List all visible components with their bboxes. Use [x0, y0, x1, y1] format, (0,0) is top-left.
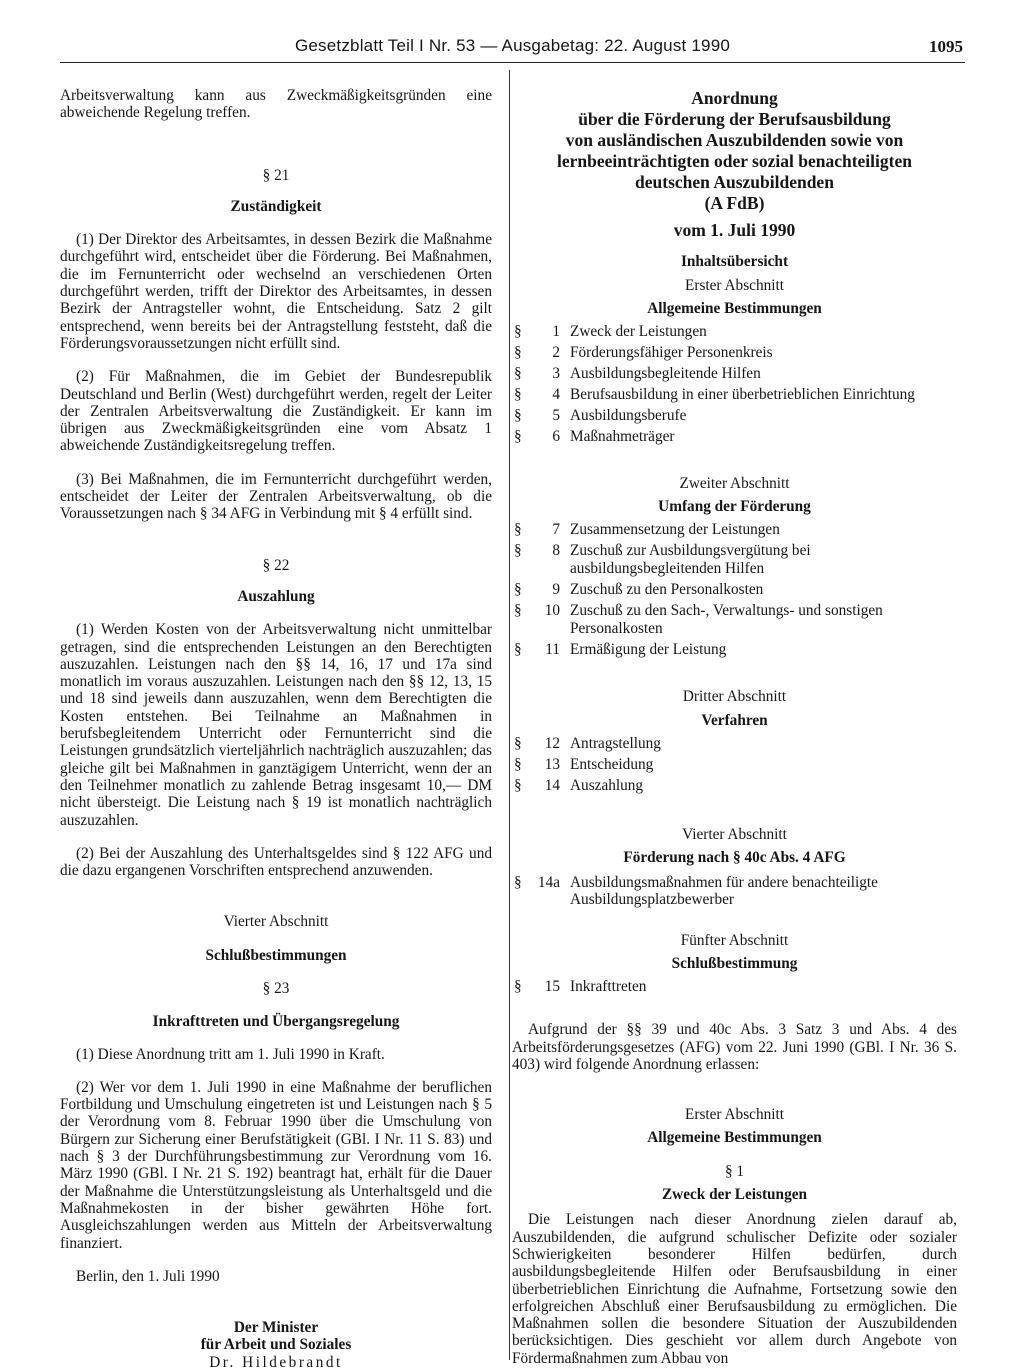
toc-part-4-label: Vierter Abschnitt: [682, 826, 787, 844]
part-4-label: Vierter Abschnitt: [223, 913, 329, 931]
section-21-paragraph-2: (2) Für Maßnahmen, die im Gebiet der Bundesrepublik Deutschland und Berlin (West) durchgeführt werden, regelt der Leiter der Zentralen Arbeitsverwaltung die Zuständigkeit. Er kann im übrigen aus Zweckmäßigkeitsgründen eine vom Absatz 1 abweichende Zuständigkeitsregelung treffen.: [60, 368, 492, 455]
toc-item: § 9 Zuschuß zu den Personalkosten: [514, 581, 764, 599]
toc-item: § 4 Berufsausbildung in einer überbetrieblichen Einrichtung: [514, 385, 915, 403]
decree-title-line-5: deutschen Auszubildenden: [635, 172, 834, 192]
toc-item: § 12 Antragstellung: [514, 735, 661, 753]
page-header: [60, 32, 965, 63]
toc-item: § 2 Förderungsfähiger Personenkreis: [514, 343, 773, 361]
toc-title: Inhaltsübersicht: [680, 253, 789, 270]
toc-item: § 3 Ausbildungsbegleitende Hilfen: [514, 364, 761, 382]
column-divider: [509, 70, 510, 1360]
decree-heading: [512, 88, 957, 241]
toc-part-2-label: Zweiter Abschnitt: [679, 474, 790, 492]
decree-title-line-2: über die Förderung der Berufsausbildung: [578, 109, 891, 129]
part-1-title: Allgemeine Bestimmungen: [647, 1129, 822, 1147]
section-23-paragraph-1: (1) Diese Anordnung tritt am 1. Juli 1990 in Kraft.: [76, 1045, 385, 1063]
right-column: [512, 76, 957, 1367]
decree-title-line-1: Anordnung: [691, 88, 778, 108]
section-22-number: § 22: [262, 556, 290, 574]
toc-part-4-list: [512, 872, 957, 911]
part-1-label: Erster Abschnitt: [685, 1106, 784, 1124]
header-title: Gesetzblatt Teil I Nr. 53 — Ausgabetag: 22. August 1990: [294, 36, 731, 55]
toc-part-5-list: [512, 976, 957, 997]
section-21-title: Zuständigkeit: [230, 197, 322, 215]
toc-item: § 5 Ausbildungsberufe: [514, 406, 687, 424]
section-21-number: § 21: [262, 166, 290, 184]
preamble: Aufgrund der §§ 39 und 40c Abs. 3 Satz 3 und Abs. 4 des Arbeitsförderungsgesetzes (AFG) vom 22. Juni 1990 (GBl. I Nr. 36 S. 403) wird folgende Anordnung erlassen:: [512, 1021, 957, 1073]
toc-item: § 10 Zuschuß zu den Sach-, Verwaltungs- und sonstigen Personalkosten: [514, 602, 883, 637]
section-1-title: Zweck der Leistungen: [661, 1186, 808, 1204]
decree-date: vom 1. Juli 1990: [673, 220, 796, 240]
toc-item: § 14 Auszahlung: [514, 777, 644, 795]
toc-item: § 15 Inkrafttreten: [514, 978, 647, 996]
toc-part-1-title: Allgemeine Bestimmungen: [647, 299, 822, 317]
toc-part-2-title: Umfang der Förderung: [658, 498, 811, 516]
section-21-paragraph-3: (3) Bei Maßnahmen, die im Fernunterricht durchgeführt werden, entscheidet der Leiter der Zentralen Arbeitsverwaltung, ob die Voraussetzungen nach § 34 AFG in Verbindung mit § 4 erfüllt sind.: [60, 470, 492, 523]
part-4-title: Schlußbestimmungen: [205, 946, 347, 964]
toc-item: § 1 Zweck der Leistungen: [514, 322, 707, 340]
page-number: 1095: [929, 37, 963, 56]
toc-item: § 11 Ermäßigung der Leistung: [514, 641, 727, 659]
section-23-number: § 23: [262, 979, 290, 997]
toc-item: § 13 Entscheidung: [514, 756, 654, 774]
toc-item: § 14a Ausbildungsmaßnahmen für andere benachteiligte Ausbildungsplatzbewerber: [514, 873, 878, 909]
toc-part-4-title: Förderung nach § 40c Abs. 4 AFG: [623, 849, 846, 867]
toc-part-5-label: Fünfter Abschnitt: [680, 931, 789, 949]
toc-part-5-title: Schlußbestimmung: [671, 954, 798, 972]
section-22-title: Auszahlung: [237, 587, 315, 605]
section-23-title: Inkrafttreten und Übergangsregelung: [152, 1013, 400, 1031]
signature-title-2: für Arbeit und Soziales: [200, 1336, 352, 1354]
decree-title-line-3: von ausländischen Auszubildenden sowie von: [565, 130, 904, 150]
toc-part-1-label: Erster Abschnitt: [685, 277, 784, 295]
toc-part-3-list: [512, 733, 957, 796]
section-22-paragraph-2: (2) Bei der Auszahlung des Unterhaltsgeldes sind § 122 AFG und die dazu ergangenen Vorschriften entsprechend anzuwenden.: [60, 844, 492, 880]
toc-item: § 6 Maßnahmeträger: [514, 427, 675, 445]
toc-item: § 7 Zusammensetzung der Leistungen: [514, 521, 780, 539]
section-1-paragraph-1: Die Leistungen nach dieser Anordnung zielen darauf ab, Auszubildenden, die aufgrund schulischer Defizite oder sozialer Schwierigkeiten besonderer Hilfen bedürfen, durch ausbildungsbegleitende Hilfen oder Berufsausbildung in einer überbetrieblichen Einrichtung die Aufnahme, Fortsetzung sowie den erfolgreichen Abschluß einer Berufsausbildung zu ermöglichen. Die Maßnahmen sollen die besondere Situation der Auszubildenden berücksichtigen. Dies geschieht vor allem durch Angebote von Fördermaßnahmen zum Abbau von: [512, 1211, 957, 1367]
decree-abbreviation: (A FdB): [704, 193, 765, 213]
place-and-date: Berlin, den 1. Juli 1990: [76, 1267, 220, 1285]
signature-title-1: Der Minister: [233, 1319, 319, 1337]
section-22-paragraph-1: (1) Werden Kosten von der Arbeitsverwaltung nicht unmittelbar getragen, sind die entsprechenden Leistungen an den Berechtigten auszuzahlen. Leistungen nach den §§ 14, 16, 17 und 17a sind monatlich im voraus auszuzahlen. Leistungen nach den §§ 12, 13, 15 und 18 sind jeweils dann auszuzahlen, wenn dem Berechtigten die Kosten entstehen. Bei Teilnahme an Maßnahmen in berufsbegleitendem Unterricht oder Fernunterricht sind die Leistungen grundsätzlich vierteljährlich nachträglich auszuzahlen; das gleiche gilt bei Maßnahmen in ganztägigem Unterricht, wenn der an den Teilnehmer monatlich zu zahlende Betrag insgesamt 10,— DM nicht übersteigt. Die Leistung nach § 19 ist monatlich nachträglich auszuzahlen.: [60, 621, 492, 829]
intro-paragraph: Arbeitsverwaltung kann aus Zweckmäßigkeitsgründen eine abweichende Regelung treffen.: [60, 87, 492, 122]
toc-item: § 8 Zuschuß zur Ausbildungsvergütung bei ausbildungsbegleitenden Hilfen: [514, 542, 811, 577]
signature-name: Dr. Hildebrandt: [209, 1353, 343, 1371]
section-23-paragraph-2: (2) Wer vor dem 1. Juli 1990 in eine Maßnahme der beruflichen Fortbildung und Umschulung eingetreten ist und Leistungen nach § 5 der Verordnung vom 8. Februar 1990 über die Umschulung von Bürgern zur Sicherung einer Berufstätigkeit (GBl. I Nr. 11 S. 83) und nach § 3 der Durchführungsbestimmung zur Verordnung vom 16. März 1990 (GBl. I Nr. 21 S. 192) beantragt hat, erhält für die Dauer der Maßnahme die Unterstützungsleistung als Unterhaltsgeld und die Maßnahmekosten in der bisher gewährten Höhe fort. Ausgleichszahlungen werden aus Mitteln der Arbeitsverwaltung finanziert.: [60, 1078, 492, 1252]
toc-part-3-title: Verfahren: [701, 711, 768, 729]
toc-part-1-list: [512, 321, 957, 447]
decree-title-line-4: lernbeeinträchtigten oder sozial benachteiligten: [557, 151, 912, 171]
left-column: [60, 76, 492, 1371]
section-21-paragraph-1: (1) Der Direktor des Arbeitsamtes, in dessen Bezirk die Maßnahme durchgeführt wird, entscheidet über die Förderung. Bei Maßnahmen, die im Fernunterricht oder wechselnd an verschiedenen Orten durchgeführt werden, trifft der Direktor des Arbeitsamtes, in dessen Bezirk der Antragsteller wohnt, die Entscheidung. Satz 2 gilt entsprechend, wenn bereits bei der Antragstellung feststeht, daß die Förderungsvoraussetzungen nicht erfüllt sind.: [60, 231, 492, 352]
section-1-number: § 1: [724, 1162, 745, 1180]
toc-part-3-label: Dritter Abschnitt: [682, 688, 787, 706]
toc-part-2-list: [512, 519, 957, 660]
